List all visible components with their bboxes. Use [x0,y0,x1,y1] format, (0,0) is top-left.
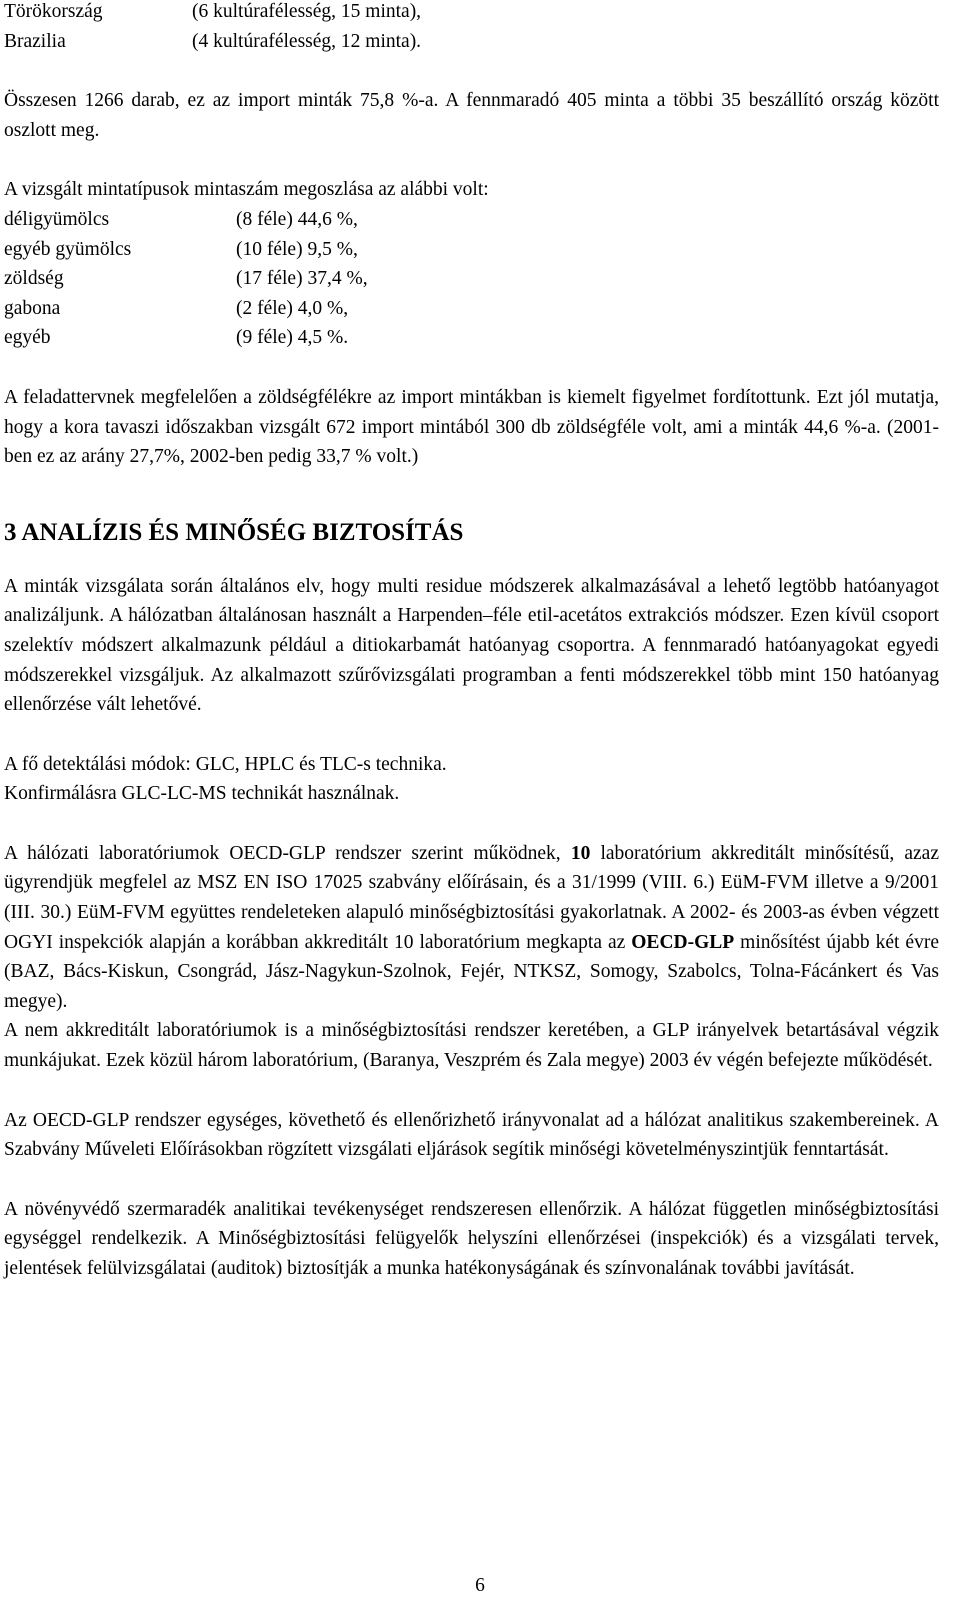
distribution-row [4,264,939,294]
methods-paragraph: A minták vizsgálata során általános elv, hogy multi residue módszerek alkalmazásával a lehető legtöbb hatóanyagot analizáljunk. A hálózatban általánosan használt a Harpenden–féle etil-acetátos extrakciós módszer. Ezen kívül csoport szelektív módszert alkalmazunk például a ditiokarbamát hatóanyag csoportra. A fennmaradó hatóanyagokat egyedi módszerekkel vizsgáljuk. Az alkalmazott szűrővizsgálati programban a fenti módszerekkel több mint 150 hatóanyag ellenőrzése vált lehetővé. [4,575,939,716]
quality-control-paragraph: A növényvédő szermaradék analitikai tevékenységet rendszeresen ellenőrzik. A hálózat független minőségbiztosítási egységgel rendelkezik. A Minőségbiztosítási felügyelők helyszíni ellenőrzései (inspekciók) és a vizsgálati tervek, jelentések felülvizsgálatai (auditok) biztosítják a munka hatékonyságának és színvonalának további javítását. [4,1198,939,1279]
accreditation-text: minősítést újabb két évre (BAZ, Bács-Kiskun, Csongrád, Jász-Nagykun-Szolnok, Fejér, NTKSZ, Somogy, Szabolcs, Tolna-Fácánkert és Vas megye). [4,931,939,1012]
section-heading: 3 ANALÍZIS ÉS MINŐSÉG BIZTOSÍTÁS [4,518,464,546]
accreditation-text: laboratórium akkreditált minősítésű, azaz ügyrendjük megfelel az MSZ EN ISO 17025 szabvány előírásain, és a 31/1999 (VIII. 6.) EüM-FVM illetve a 9/2001 (III. 30.) EüM-FVM együttes rendeleteken alapuló minőségbiztosítási gyakorlatnak. A 2002- és 2003-as évben végzett OGYI inspekciók alapján a korábban akkreditált 10 laboratórium megkapta az [4,842,939,953]
confirmation-line: Konfirmálásra GLC-LC-MS technikát használnak. [4,783,400,805]
distribution-detail: (8 féle) 44,6 %, [236,208,358,230]
country-name: Brazilia [4,30,66,52]
accreditation-text: A hálózati laboratóriumok OECD-GLP rendszer szerint működnek, [4,842,571,864]
country-name: Törökország [4,1,103,22]
accreditation-paragraph [4,839,939,1017]
distribution-row [4,294,939,324]
distribution-row [4,323,939,353]
document-page [4,0,939,1284]
distribution-name: egyéb [4,327,51,349]
distribution-name: déligyümölcs [4,208,110,230]
country-row [4,27,939,57]
oecd-glp-paragraph: Az OECD-GLP rendszer egységes, követhető és ellenőrizhető irányvonalat ad a hálózat analitikus szakembereinek. A Szabvány Műveleti Előírásokban rögzített vizsgálati eljárások segítik minőségi követelményszintjük fenntartását. [4,1109,939,1161]
country-row [4,0,939,27]
distribution-name: zöldség [4,268,64,290]
country-detail: (6 kultúrafélesség, 15 minta), [192,1,422,22]
country-detail: (4 kultúrafélesség, 12 minta). [192,30,422,52]
summary-paragraph: Összesen 1266 darab, ez az import minták 75,8 %-a. A fennmaradó 405 minta a többi 35 beszállító ország között oszlott meg. [4,90,939,141]
distribution-detail: (9 féle) 4,5 %. [236,327,349,349]
distribution-name: gabona [4,297,61,319]
oecd-glp-emphasis: OECD-GLP [631,931,735,953]
distribution-row [4,235,939,265]
distribution-intro: A vizsgált mintatípusok mintaszám megoszlása az alábbi volt: [4,179,489,201]
distribution-row [4,205,939,235]
distribution-name: egyéb gyümölcs [4,238,132,260]
non-accredited-paragraph: A nem akkreditált laboratóriumok is a minőségbiztosítási rendszer keretében, a GLP irányelvek betartásával végzik munkájukat. Ezek közül három laboratórium, (Baranya, Veszprém és Zala megye) 2003 év végén befejezte működését. [4,1020,939,1072]
focus-paragraph: A feladattervnek megfelelően a zöldségfélékre az import mintákban is kiemelt figyelmet fordítottunk. Ezt jól mutatja, hogy a kora tavaszi időszakban vizsgált 672 import mintából 300 db zöldségféle volt, ami a minták 44,6 %-a. (2001-ben ez az arány 27,7%, 2002-ben pedig 33,7 % volt.) [4,386,939,468]
distribution-detail: (10 féle) 9,5 %, [236,238,358,260]
detection-line: A fő detektálási módok: GLC, HPLC és TLC-s technika. [4,753,447,775]
page-number: 6 [475,1575,485,1596]
distribution-detail: (2 féle) 4,0 %, [236,297,349,319]
distribution-detail: (17 féle) 37,4 %, [236,268,368,290]
accreditation-count: 10 [570,842,591,864]
